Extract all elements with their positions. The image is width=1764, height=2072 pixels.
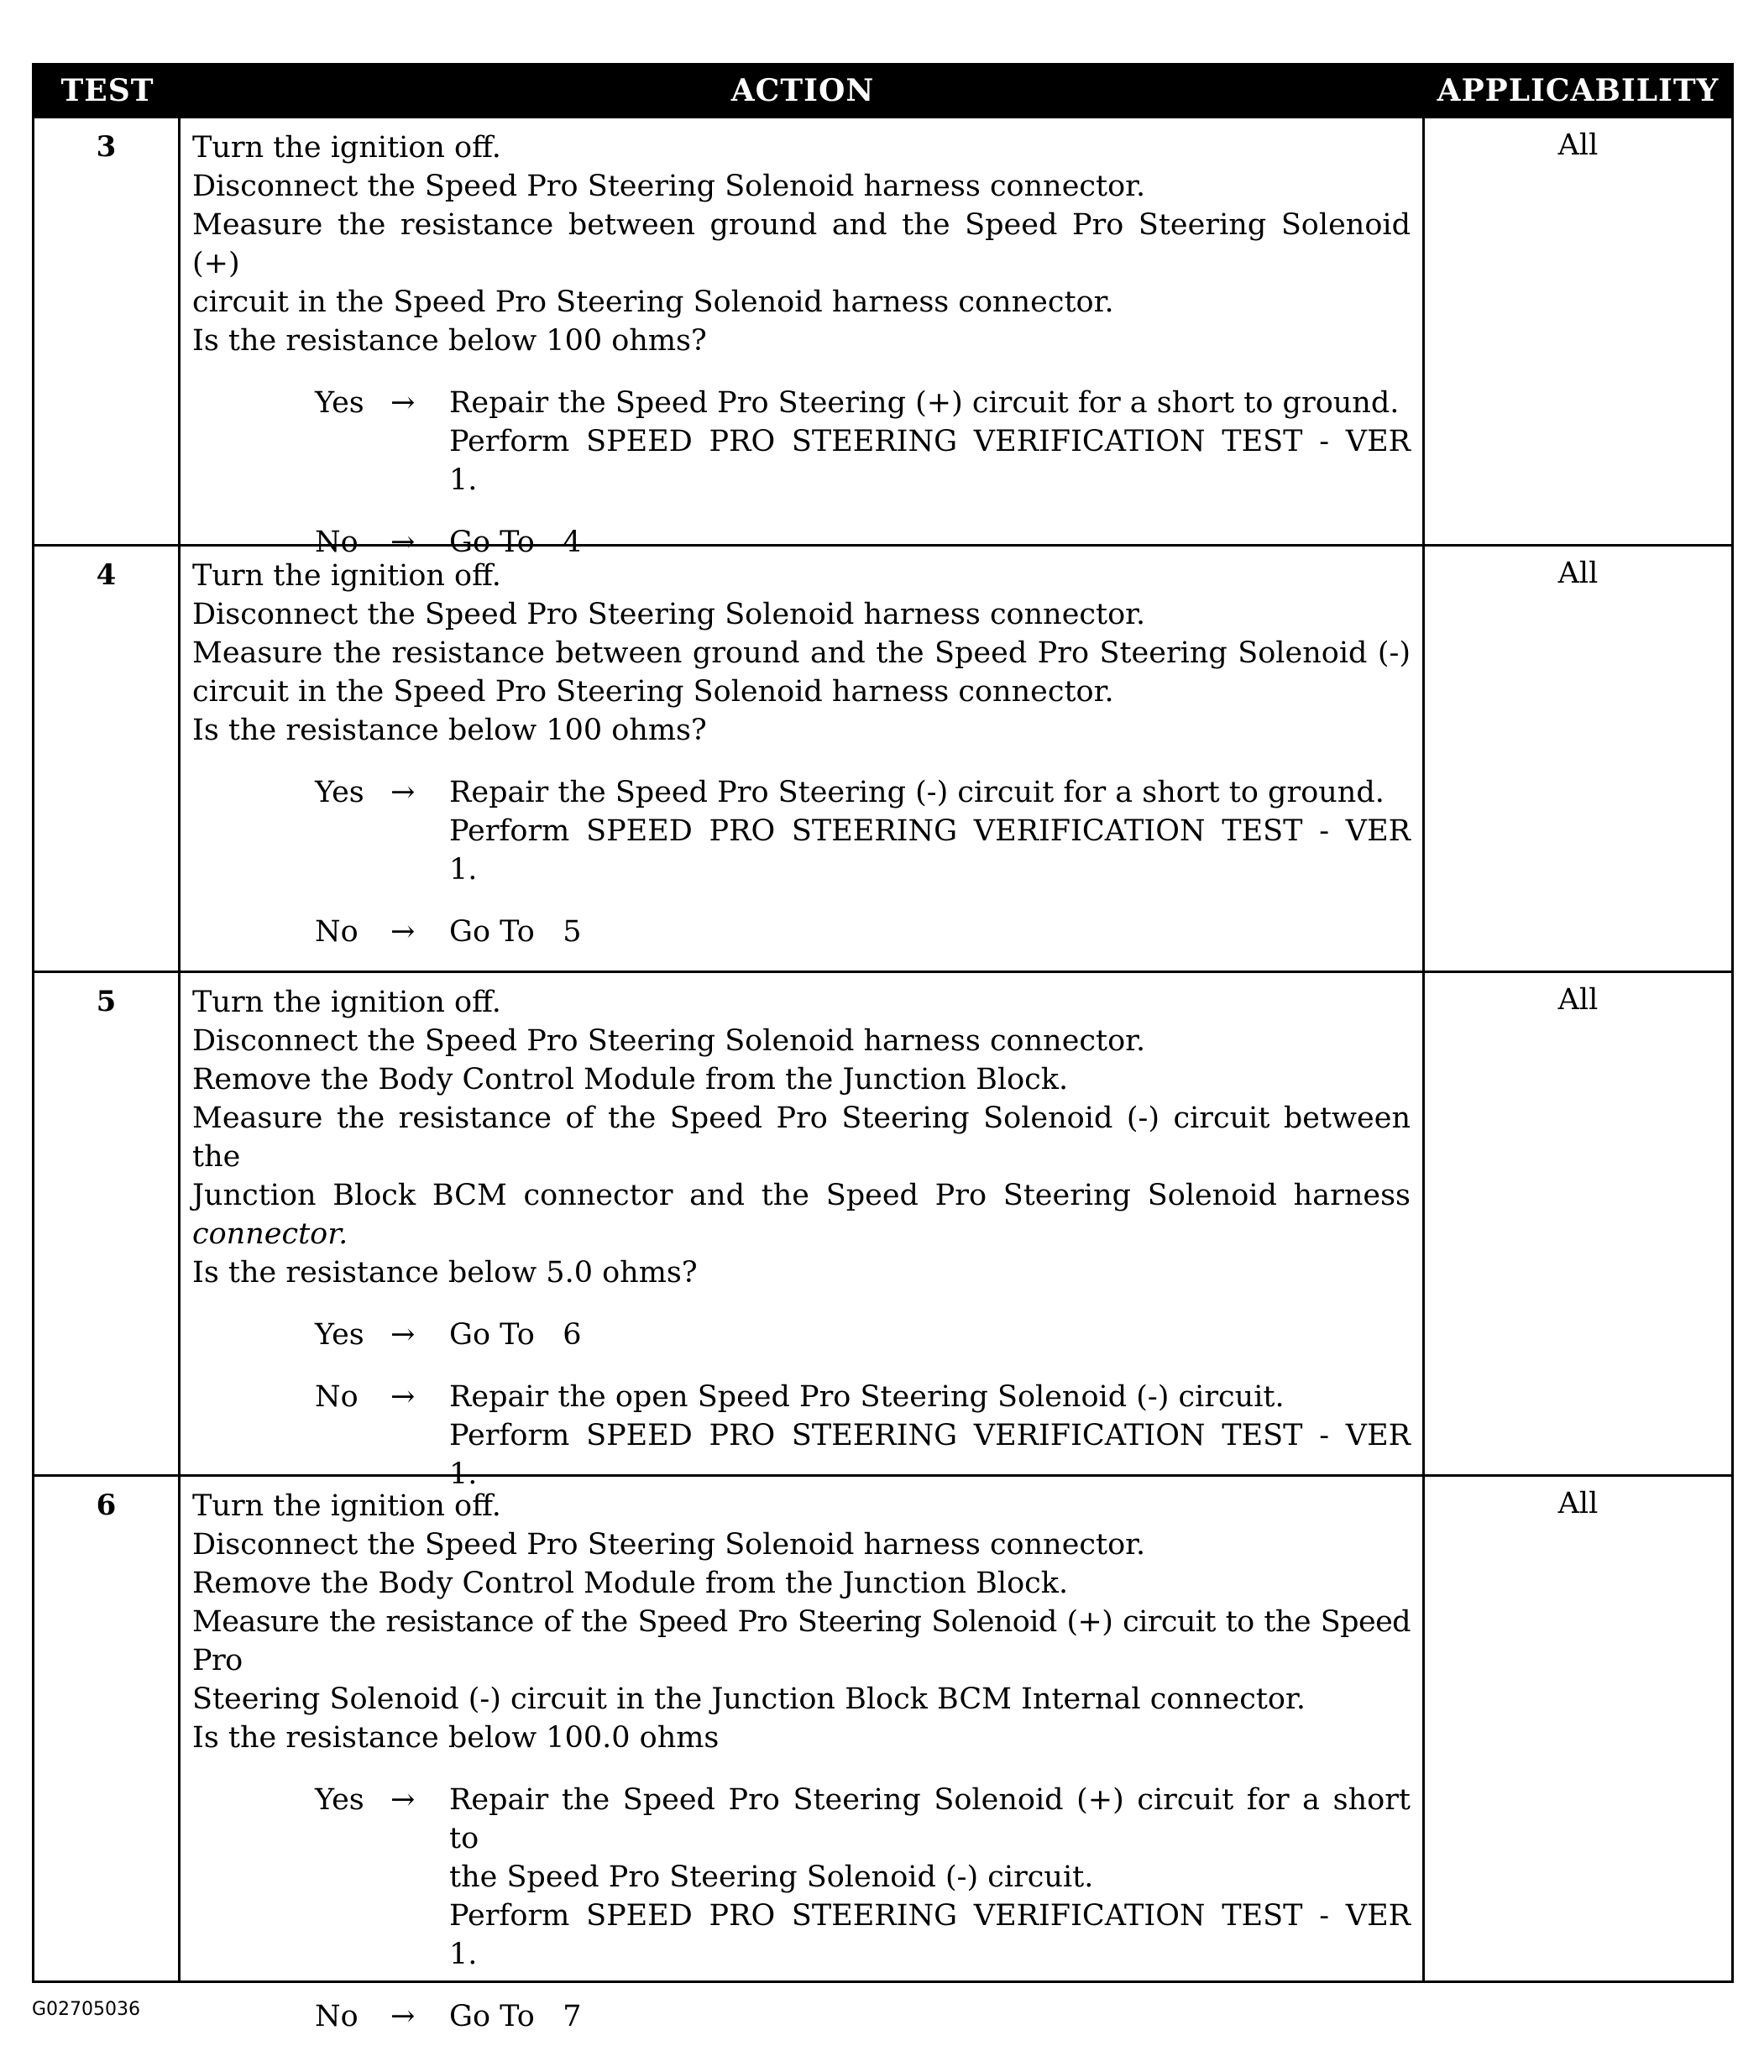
header-test: TEST [60, 73, 154, 108]
no-branch [315, 913, 1411, 951]
action-cell [181, 973, 1425, 1491]
action-line: Is the resistance below 100.0 ohms [192, 1721, 720, 1755]
applicability-cell: All [1557, 983, 1599, 1017]
action-line: Disconnect the Speed Pro Steering Solenoid harness connector. [192, 1024, 1146, 1058]
branch-result [449, 773, 1411, 889]
branch-result-line: Perform SPEED PRO STEERING VERIFICATION TEST - VER [449, 425, 1411, 458]
action-line: Turn the ignition off. [192, 131, 501, 165]
branch-result-line: Repair the Speed Pro Steering (-) circuit for a short to ground. [449, 776, 1385, 809]
action-line: Disconnect the Speed Pro Steering Solenoid harness connector. [192, 598, 1146, 631]
yes-branch [315, 773, 1411, 889]
test-number: 6 [34, 1477, 181, 1980]
branch-result-line: Go To 5 [449, 915, 582, 949]
action-line: Is the resistance below 100 ohms? [192, 324, 707, 358]
branch-result-line: 1. [449, 853, 478, 887]
branch-result-line: Perform SPEED PRO STEERING VERIFICATION TEST - VER [449, 1899, 1411, 1933]
yes-branch [315, 1781, 1411, 1974]
arrow-right-icon: → [390, 776, 416, 809]
header-applicability: APPLICABILITY [1437, 73, 1720, 108]
test-number: 5 [34, 973, 181, 1474]
action-line: Turn the ignition off. [192, 559, 501, 593]
arrow-right-icon: → [390, 2000, 416, 2033]
action-line: Is the resistance below 100 ohms? [192, 714, 707, 747]
branch-result-line: 1. [449, 1457, 478, 1491]
branch-result-line: 1. [449, 1938, 478, 1971]
yes-branch [315, 384, 1411, 500]
arrow-right-icon: → [390, 1380, 416, 1414]
branch-result [449, 1316, 1411, 1354]
branch-result-line: the Speed Pro Steering Solenoid (-) circuit. [449, 1860, 1094, 1894]
branch-result-line: Repair the Speed Pro Steering (+) circuit for a short to ground. [449, 386, 1400, 420]
applicability-cell: All [1557, 128, 1599, 162]
table-row [34, 116, 1731, 559]
branch-result-line: Repair the Speed Pro Steering Solenoid (+) circuit for a short to [449, 1783, 1411, 1855]
branch-label: Yes [315, 386, 364, 420]
branch-result-line: Perform SPEED PRO STEERING VERIFICATION TEST - VER [449, 1419, 1411, 1452]
branch-label: No [315, 2000, 359, 2033]
action-line: Measure the resistance of the Speed Pro Steering Solenoid (+) circuit to the Speed Pro [192, 1605, 1411, 1677]
table-row [34, 971, 1731, 1491]
action-cell [181, 118, 1425, 559]
action-cell [181, 1477, 1425, 2033]
arrow-right-icon: → [390, 1783, 416, 1817]
action-line: circuit in the Speed Pro Steering Solenoid harness connector. [192, 285, 1114, 319]
table-header [34, 65, 1731, 116]
action-line: Remove the Body Control Module from the Junction Block. [192, 1567, 1069, 1600]
branch-result [449, 384, 1411, 500]
branch-label: No [315, 915, 359, 949]
no-branch [315, 1997, 1411, 2036]
action-line: circuit in the Speed Pro Steering Solenoid harness connector. [192, 675, 1114, 709]
test-number: 4 [34, 547, 181, 971]
branch-result-line: Go To 6 [449, 1318, 582, 1352]
header-action: ACTION [730, 73, 875, 108]
branch-result-line: Go To 4 [449, 526, 582, 559]
test-number: 3 [34, 118, 181, 544]
branch-label: Yes [315, 1318, 364, 1352]
action-line: Measure the resistance between ground and the Speed Pro Steering Solenoid (+) [192, 208, 1411, 280]
branch-label: No [315, 1380, 359, 1414]
action-line: Measure the resistance between ground and the Speed Pro Steering Solenoid (-) [192, 636, 1411, 670]
action-line: Disconnect the Speed Pro Steering Solenoid harness connector. [192, 170, 1146, 203]
action-line: Junction Block BCM connector and the Speed Pro Steering Solenoid harness [192, 1179, 1411, 1212]
action-line: Measure the resistance of the Speed Pro Steering Solenoid (-) circuit between the [192, 1101, 1411, 1174]
action-line: Is the resistance below 5.0 ohms? [192, 1256, 698, 1290]
branch-label: Yes [315, 1783, 364, 1817]
arrow-right-icon: → [390, 1318, 416, 1352]
branch-label: Yes [315, 776, 364, 809]
yes-branch [315, 1316, 1411, 1354]
branch-result-line: Go To 7 [449, 2000, 582, 2033]
action-cell [181, 547, 1425, 971]
branch-result [449, 1997, 1411, 2036]
action-line: Disconnect the Speed Pro Steering Solenoid harness connector. [192, 1528, 1146, 1562]
arrow-right-icon: → [390, 386, 416, 420]
action-line: connector. [192, 1217, 348, 1251]
action-line: Turn the ignition off. [192, 1489, 501, 1523]
branch-result-line: 1. [449, 463, 478, 497]
branch-result-line: Perform SPEED PRO STEERING VERIFICATION TEST - VER [449, 814, 1411, 848]
applicability-cell: All [1557, 557, 1599, 590]
branch-result [449, 913, 1411, 951]
table-row [34, 544, 1731, 971]
action-line: Turn the ignition off. [192, 986, 501, 1019]
branch-result [449, 1781, 1411, 1974]
branch-result-line: Repair the open Speed Pro Steering Solenoid (-) circuit. [449, 1380, 1285, 1414]
applicability-cell: All [1557, 1487, 1599, 1520]
arrow-right-icon: → [390, 915, 416, 949]
figure-id: G02705036 [32, 1999, 141, 2020]
arrow-right-icon: → [390, 526, 416, 559]
branch-label: No [315, 526, 359, 559]
action-line: Remove the Body Control Module from the Junction Block. [192, 1063, 1069, 1096]
action-line: Steering Solenoid (-) circuit in the Junction Block BCM Internal connector. [192, 1682, 1306, 1716]
